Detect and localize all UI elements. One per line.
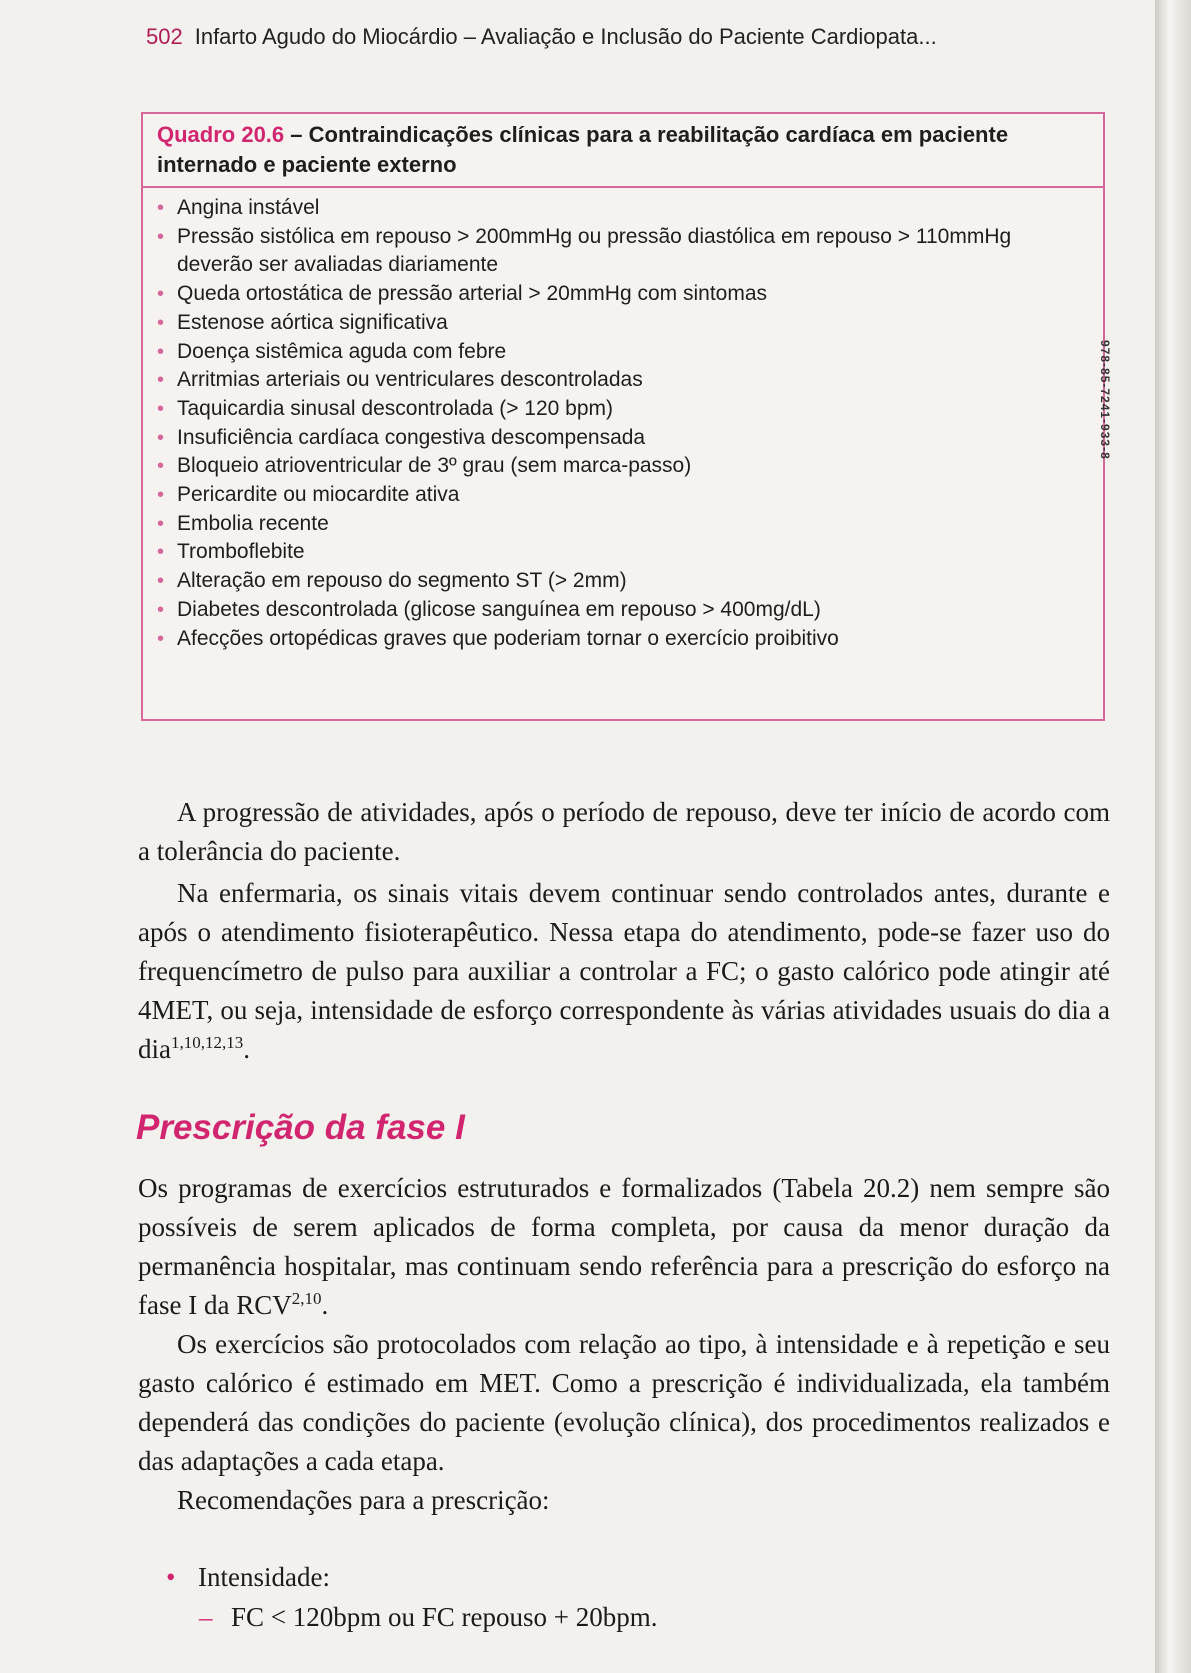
paragraph-1: A progressão de atividades, após o período de repouso, deve ter início de acordo com a tolerância do paciente.: [138, 797, 1110, 866]
page-edge: [1155, 0, 1191, 1673]
paragraph-5: Recomendações para a prescrição:: [177, 1485, 550, 1515]
list-item: • Afecções ortopédicas graves que poderiam tornar o exercício proibitivo: [157, 625, 1089, 654]
page-number: 502: [146, 24, 183, 49]
contraindications-box: [141, 112, 1105, 721]
list-item: • Queda ortostática de pressão arterial > 20mmHg com sintomas: [157, 280, 1089, 309]
paragraph-4: Os exercícios são protocolados com relação ao tipo, à intensidade e à repetição e seu gasto calórico é estimado em MET. Como a prescrição é individualizada, ela também dependerá das condições do paciente (evolução clínica), dos procedimentos realizados e das adaptações a cada etapa.: [138, 1329, 1110, 1476]
list-item: • Tromboflebite: [157, 538, 1089, 567]
box-list: [143, 188, 1103, 653]
list-item: • Estenose aórtica significativa: [157, 309, 1089, 338]
box-title: [143, 114, 1103, 188]
paragraph-2-text: Na enfermaria, os sinais vitais devem continuar sendo controlados antes, durante e após o atendimento fisioterapêutico. Nessa etapa do atendimento, pode-se fazer uso do frequencímetro de pulso para auxiliar a controlar a FC; o gasto calórico pode atingir até 4MET, ou seja, intensidade de esforço correspondente às várias atividades usuais do dia a dia: [138, 878, 1110, 1064]
list-item-intensidade: • Intensidade:: [163, 1557, 658, 1597]
isbn-margin: 978-85-7241-933-8: [1098, 340, 1112, 460]
paragraph-3: Os programas de exercícios estruturados e formalizados (Tabela 20.2) nem sempre são possíveis de serem aplicados de forma completa, por causa da menor duração da permanência hospitalar, mas continuam sendo referência para a prescrição do esforço na fase I da RCV$^{2,10}$.: [138, 1173, 1110, 1320]
section-heading: Prescrição da fase I: [136, 1108, 465, 1147]
running-head: [146, 24, 937, 50]
prescription-list: [163, 1557, 658, 1637]
paragraph-3-text: Os programas de exercícios estruturados e formalizados (Tabela 20.2) nem sempre são possíveis de serem aplicados de forma completa, por causa da menor duração da permanência hospitalar, mas continuam sendo referência para a prescrição do esforço na fase I da RCV: [138, 1173, 1110, 1320]
list-item: • Embolia recente: [157, 510, 1089, 539]
list-item: • Doença sistêmica aguda com febre: [157, 338, 1089, 367]
citation: 2,10: [291, 1289, 322, 1308]
list-item: • Arritmias arteriais ou ventriculares descontroladas: [157, 366, 1089, 395]
box-title-text: – Contraindicações clínicas para a reabilitação cardíaca em paciente internado e paciente externo: [157, 122, 1009, 177]
list-item: • Pressão sistólica em repouso > 200mmHg ou pressão diastólica em repouso > 110mmHg deverão ser avaliadas diariamente: [157, 223, 1089, 280]
citation: 1,10,12,13: [171, 1033, 244, 1052]
list-item: • Pericardite ou miocardite ativa: [157, 481, 1089, 510]
list-item: • Bloqueio atrioventricular de 3º grau (sem marca-passo): [157, 452, 1089, 481]
running-title: Infarto Agudo do Miocárdio – Avaliação e Inclusão do Paciente Cardiopata...: [194, 24, 937, 49]
list-item: • Diabetes descontrolada (glicose sanguínea em repouso > 400mg/dL): [157, 596, 1089, 625]
paragraph-2: Na enfermaria, os sinais vitais devem continuar sendo controlados antes, durante e após o atendimento fisioterapêutico. Nessa etapa do atendimento, pode-se fazer uso do frequencímetro de pulso para auxiliar a controlar a FC; o gasto calórico pode atingir até 4MET, ou seja, intensidade de esforço correspondente às várias atividades usuais do dia a dia$^{1,10,12,13}$.: [138, 878, 1110, 1064]
list-item: • Angina instável: [157, 194, 1089, 223]
list-item: • Alteração em repouso do segmento ST (> 2mm): [157, 567, 1089, 596]
list-subitem: – FC < 120bpm ou FC repouso + 20bpm.: [163, 1597, 658, 1637]
list-item: • Taquicardia sinusal descontrolada (> 120 bpm): [157, 395, 1089, 424]
box-label: Quadro 20.6: [157, 122, 285, 147]
list-item: • Insuficiência cardíaca congestiva descompensada: [157, 424, 1089, 453]
